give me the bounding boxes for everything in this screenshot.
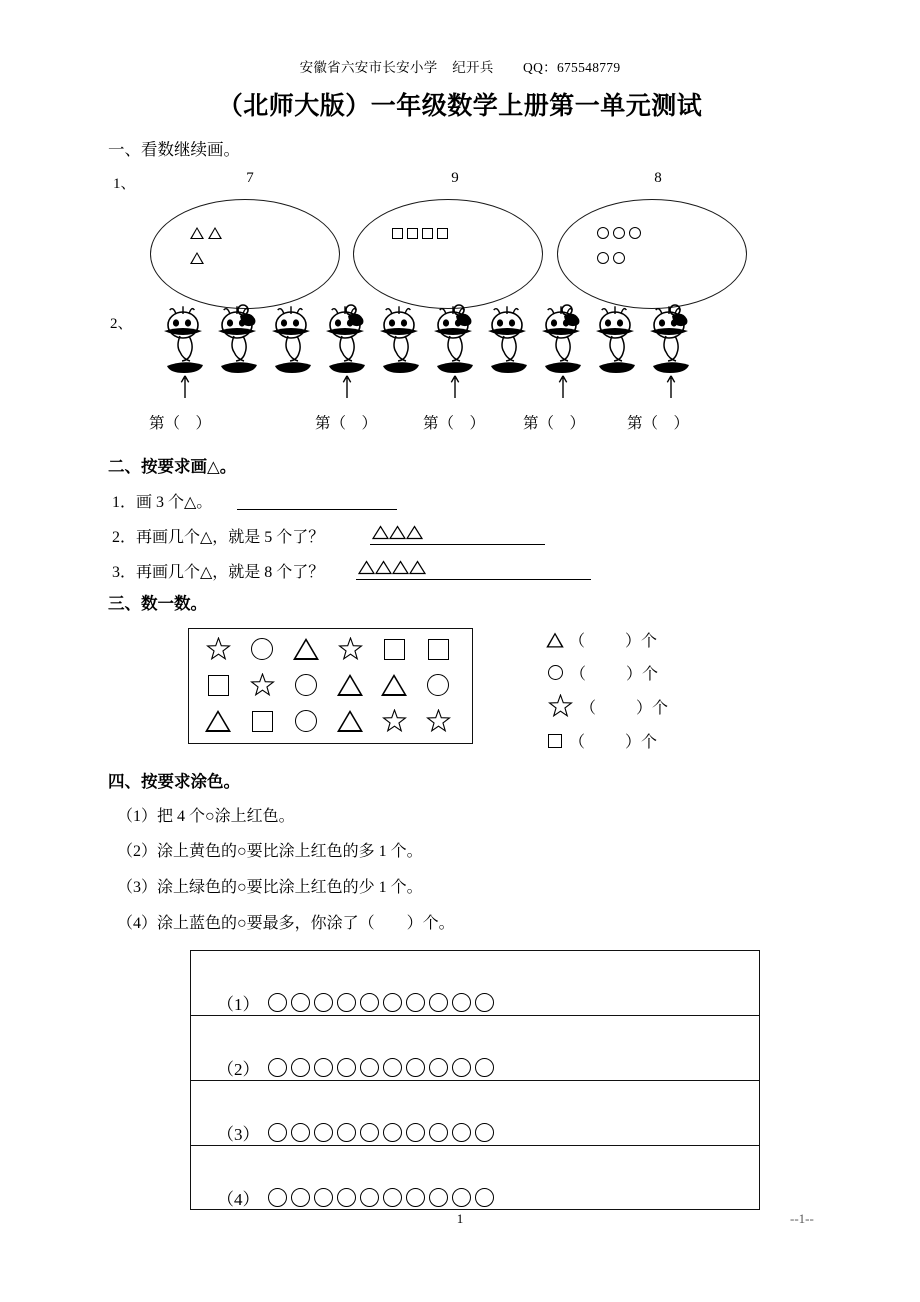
star-icon	[426, 709, 451, 734]
star-icon	[206, 637, 231, 662]
order-label-2[interactable]: 第（ ）	[315, 415, 378, 432]
arrow-markers	[158, 374, 758, 400]
triangle-icon	[337, 674, 363, 696]
section4-item-3: （3）涂上绿色的○要比涂上红色的少 1 个。	[117, 879, 423, 896]
colorable-circle[interactable]	[337, 1058, 356, 1077]
grid-cell	[338, 637, 363, 662]
square-icon	[422, 228, 433, 239]
square-icon	[428, 639, 449, 660]
answer-rule-2[interactable]	[370, 544, 545, 545]
count-blank-text: （ ）个	[580, 700, 669, 717]
order-label-4[interactable]: 第（ ）	[523, 415, 586, 432]
section1-q2-label: 2、	[110, 316, 133, 332]
grid-cell	[250, 673, 275, 698]
star-icon	[548, 694, 573, 719]
colorable-circle[interactable]	[291, 1058, 310, 1077]
order-label-1[interactable]: 第（ ）	[149, 415, 212, 432]
colorable-circle[interactable]	[406, 993, 425, 1012]
section4-heading: 四、按要求涂色。	[108, 772, 240, 791]
circle-icon	[251, 638, 273, 660]
circle-icon	[629, 227, 641, 239]
colorable-circle[interactable]	[429, 1123, 448, 1142]
shape-grid-cells	[196, 631, 460, 739]
grid-cell	[426, 709, 451, 734]
colorable-circle[interactable]	[452, 993, 471, 1012]
count-answer-row-triangle[interactable]	[548, 628, 657, 651]
coloring-row-label: （4）	[217, 1189, 260, 1209]
coloring-row-label: （3）	[217, 1124, 260, 1144]
section2-heading: 二、按要求画△。	[108, 457, 237, 476]
circle-icon	[613, 227, 625, 239]
colorable-circle[interactable]	[429, 1188, 448, 1207]
section1-q1-label: 1、	[113, 176, 136, 192]
duckling-icon	[158, 303, 212, 381]
colorable-circle[interactable]	[360, 1188, 379, 1207]
circle-icon	[295, 710, 317, 732]
triangle-icon	[208, 227, 222, 239]
colorable-circle[interactable]	[429, 993, 448, 1012]
triangle-icon	[190, 252, 204, 264]
triangle-icon	[293, 638, 319, 660]
ellipse-3-shape-row-1	[597, 227, 641, 239]
count-answer-row-star[interactable]	[548, 694, 668, 719]
colorable-circle[interactable]	[383, 1123, 402, 1142]
square-icon	[407, 228, 418, 239]
ellipse-3-shape-row-2	[597, 252, 625, 264]
colorable-circle[interactable]	[337, 993, 356, 1012]
coloring-row-4[interactable]	[191, 1146, 759, 1211]
duckling-icon	[590, 303, 644, 381]
section3-heading: 三、数一数。	[108, 594, 207, 613]
answer-rule-1[interactable]	[237, 509, 397, 510]
colorable-circle[interactable]	[452, 1123, 471, 1142]
triangle-icon	[205, 710, 231, 732]
count-blank-text: （ ）个	[570, 666, 659, 683]
ellipse-group-2	[353, 199, 543, 309]
section4-item-1: （1）把 4 个○涂上红色。	[117, 808, 295, 825]
up-arrow-icon	[180, 374, 190, 398]
coloring-row-3[interactable]	[191, 1081, 759, 1146]
square-icon	[548, 734, 562, 748]
colorable-circle[interactable]	[291, 1188, 310, 1207]
ellipse-number-2: 9	[451, 170, 459, 186]
coloring-row-content	[217, 990, 498, 1015]
grid-cell	[206, 637, 231, 662]
colorable-circle[interactable]	[337, 1188, 356, 1207]
colorable-circle[interactable]	[268, 1123, 287, 1142]
grid-cell	[293, 638, 319, 660]
duckling-icon	[428, 303, 482, 381]
grid-cell	[295, 674, 317, 696]
count-answer-row-square[interactable]	[548, 729, 657, 752]
colorable-circle[interactable]	[291, 1123, 310, 1142]
square-icon	[252, 711, 273, 732]
circle-icon	[548, 665, 563, 680]
colorable-circle[interactable]	[268, 1188, 287, 1207]
colorable-circle[interactable]	[383, 1058, 402, 1077]
colorable-circle[interactable]	[360, 1123, 379, 1142]
colorable-circle[interactable]	[406, 1058, 425, 1077]
colorable-circle[interactable]	[429, 1058, 448, 1077]
up-arrow-icon	[666, 374, 676, 398]
duckling-icon	[482, 303, 536, 381]
footer-page-marker: --1--	[790, 1211, 814, 1226]
ellipse-1-shape-row-2	[190, 252, 204, 264]
colorable-circle[interactable]	[314, 993, 333, 1012]
grid-cell	[381, 674, 407, 696]
colorable-circle[interactable]	[268, 1058, 287, 1077]
up-arrow-icon	[450, 374, 460, 398]
triangle-icon	[381, 674, 407, 696]
coloring-row-content	[217, 1120, 498, 1145]
coloring-row-content	[217, 1185, 498, 1210]
colorable-circle[interactable]	[314, 1058, 333, 1077]
colorable-circle[interactable]	[314, 1188, 333, 1207]
section2-item-3-drawn-triangles	[358, 560, 426, 579]
circle-icon	[597, 227, 609, 239]
colorable-circle[interactable]	[314, 1123, 333, 1142]
triangle-icon	[337, 710, 363, 732]
square-icon	[208, 675, 229, 696]
grid-cell	[427, 674, 449, 696]
ellipse-2-shape-row-1	[392, 228, 448, 239]
colorable-circle[interactable]	[475, 1058, 494, 1077]
section1-heading: 一、看数继续画。	[108, 140, 240, 159]
star-icon	[338, 637, 363, 662]
duckling-icon	[320, 303, 374, 381]
triangle-icon	[548, 634, 562, 646]
colorable-circle[interactable]	[337, 1123, 356, 1142]
duckling-icon	[644, 303, 698, 381]
colorable-circle[interactable]	[268, 993, 287, 1012]
circle-icon	[597, 252, 609, 264]
answer-rule-3[interactable]	[356, 579, 591, 580]
section2-item-1-text: 1．画 3 个△。	[112, 494, 213, 511]
coloring-row-1[interactable]	[191, 951, 759, 1016]
grid-cell	[337, 674, 363, 696]
colorable-circle[interactable]	[475, 1188, 494, 1207]
circle-icon	[427, 674, 449, 696]
colorable-circle[interactable]	[360, 1058, 379, 1077]
coloring-row-2[interactable]	[191, 1016, 759, 1081]
up-arrow-icon	[342, 374, 352, 398]
square-icon	[384, 639, 405, 660]
order-label-5[interactable]: 第（ ）	[627, 415, 690, 432]
coloring-circle-table	[190, 950, 760, 1210]
section4-item-4: （4）涂上蓝色的○要最多，你涂了（ ）个。	[117, 915, 455, 932]
up-arrow-icon	[558, 374, 568, 398]
star-icon	[382, 709, 407, 734]
coloring-row-label: （2）	[217, 1059, 260, 1079]
ellipse-group-1	[150, 199, 340, 309]
colorable-circle[interactable]	[383, 993, 402, 1012]
grid-cell	[382, 709, 407, 734]
grid-cell	[208, 675, 229, 696]
order-label-3[interactable]: 第（ ）	[423, 415, 486, 432]
section4-item-2: （2）涂上黄色的○要比涂上红色的多 1 个。	[117, 843, 423, 860]
ellipse-number-1: 7	[246, 170, 254, 186]
grid-cell	[251, 638, 273, 660]
footer-page-number: 1	[456, 1211, 464, 1226]
duck-sequence	[158, 303, 698, 381]
school-credit-line: 安徽省六安市长安小学 纪开兵 QQ：675548779	[299, 60, 621, 75]
coloring-row-content	[217, 1055, 498, 1080]
coloring-row-label: （1）	[217, 994, 260, 1014]
ellipse-1-shape-row-1	[190, 227, 222, 239]
square-icon	[437, 228, 448, 239]
section2-item-2-drawn-triangles	[372, 525, 423, 544]
colorable-circle[interactable]	[475, 993, 494, 1012]
section2-item-2-text: 2．再画几个△，就是 5 个了？	[112, 529, 325, 546]
duckling-icon	[266, 303, 320, 381]
duckling-icon	[212, 303, 266, 381]
colorable-circle[interactable]	[475, 1123, 494, 1142]
circle-icon	[295, 674, 317, 696]
page-title: （北师大版）一年级数学上册第一单元测试	[217, 93, 703, 120]
colorable-circle[interactable]	[360, 993, 379, 1012]
duckling-icon	[374, 303, 428, 381]
grid-cell	[384, 639, 405, 660]
section2-item-3-text: 3．再画几个△，就是 8 个了？	[112, 564, 325, 581]
ellipse-number-3: 8	[654, 170, 662, 186]
grid-cell	[252, 711, 273, 732]
count-answer-row-circle[interactable]	[548, 661, 658, 684]
triangle-icon	[190, 227, 204, 239]
circle-icon	[613, 252, 625, 264]
ellipse-group-3	[557, 199, 747, 309]
grid-cell	[337, 710, 363, 732]
count-blank-text: （ ）个	[569, 734, 658, 751]
grid-cell	[205, 710, 231, 732]
count-blank-text: （ ）个	[569, 633, 658, 650]
colorable-circle[interactable]	[452, 1188, 471, 1207]
colorable-circle[interactable]	[452, 1058, 471, 1077]
grid-cell	[428, 639, 449, 660]
colorable-circle[interactable]	[383, 1188, 402, 1207]
colorable-circle[interactable]	[291, 993, 310, 1012]
colorable-circle[interactable]	[406, 1188, 425, 1207]
colorable-circle[interactable]	[406, 1123, 425, 1142]
duckling-icon	[536, 303, 590, 381]
star-icon	[250, 673, 275, 698]
square-icon	[392, 228, 403, 239]
grid-cell	[295, 710, 317, 732]
